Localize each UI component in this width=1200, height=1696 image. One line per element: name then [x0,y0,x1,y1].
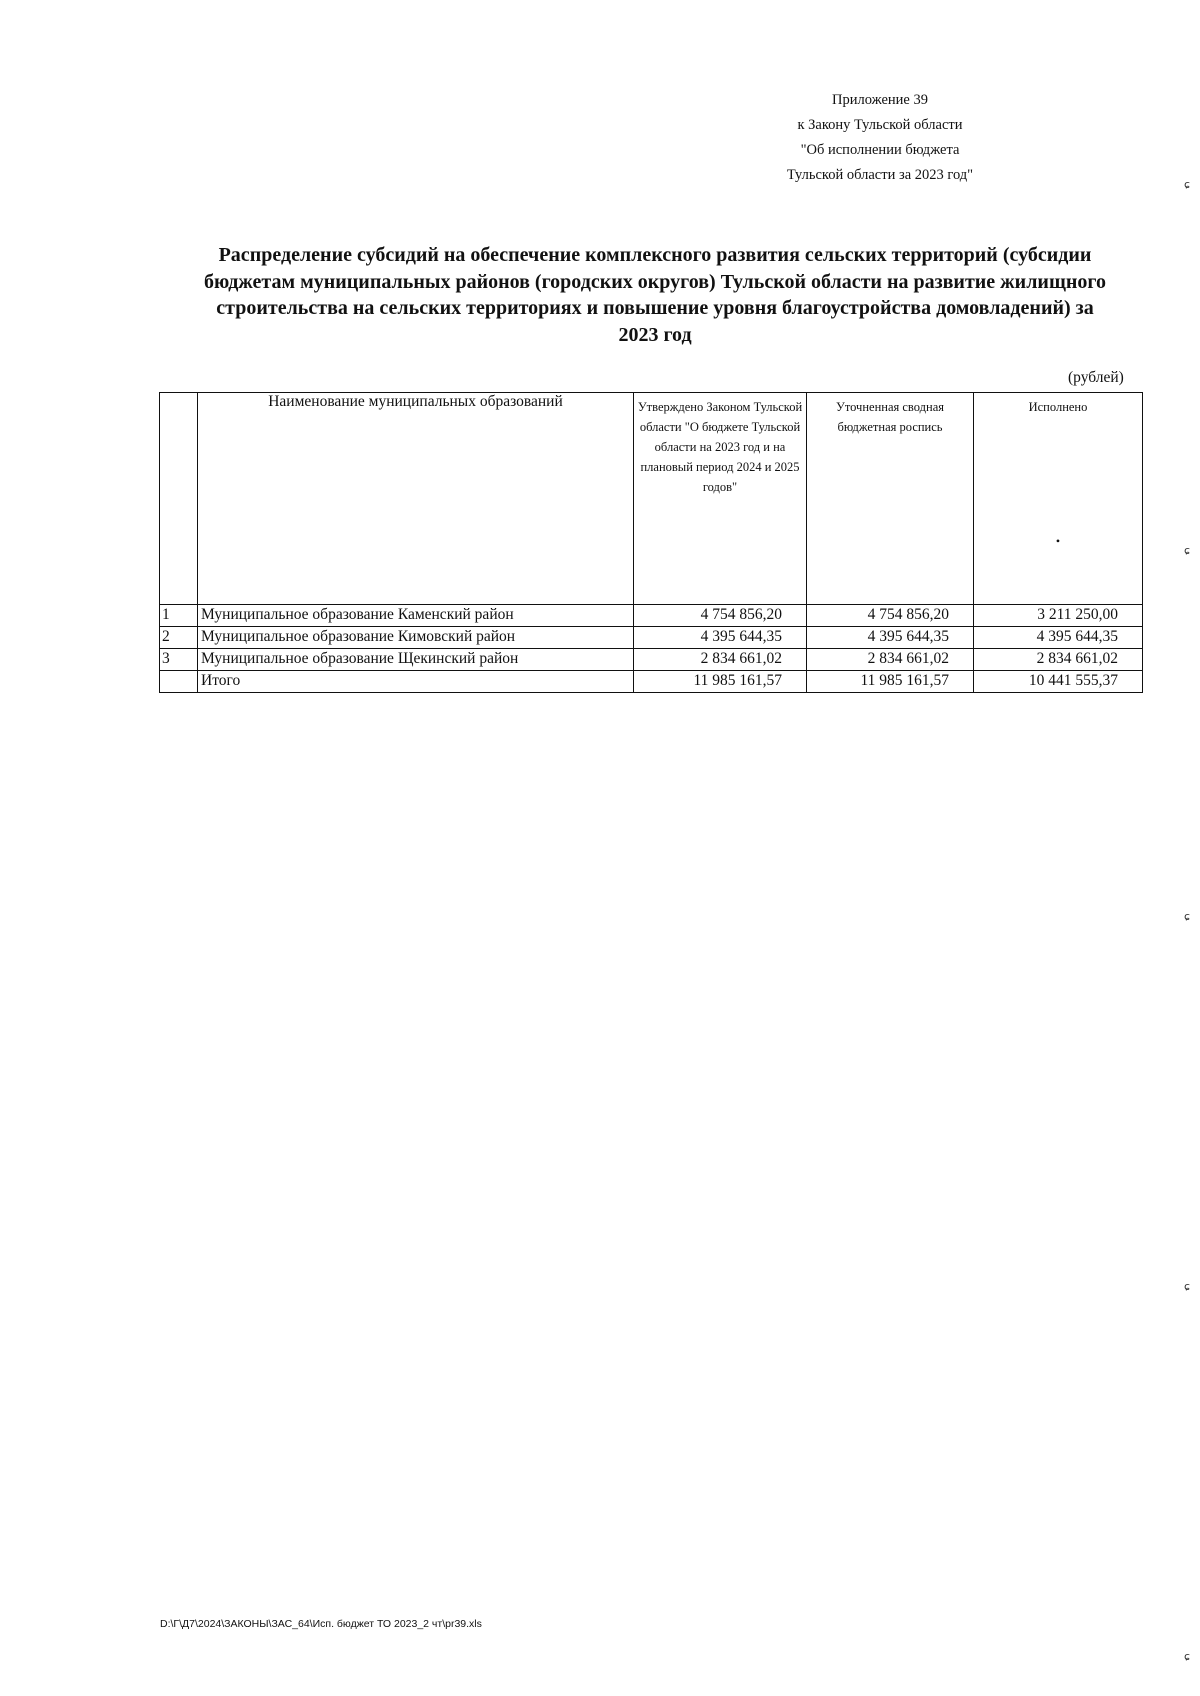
row-name: Муниципальное образование Щекинский район [198,649,634,671]
row-index: 1 [160,605,198,627]
title-line: Распределение субсидий на обеспечение комплексного развития сельских территорий (субсидии [218,244,1092,266]
appendix-line: "Об исполнении бюджета [800,142,960,158]
scan-edge-mark: ɕ [1183,1650,1190,1663]
row-approved: 4 395 644,35 [634,627,807,649]
total-refined: 11 985 161,57 [807,671,974,693]
appendix-line: к Закону Тульской области [797,117,963,133]
appendix-line: Приложение 39 [832,92,928,108]
appendix-header [760,88,1000,188]
subsidy-table [159,392,1143,693]
header-approved: Утверждено Законом Тульской области "О бюджете Тульской области на 2023 год и на плановый период 2024 и 2025 годов" [634,393,807,605]
total-label: Итого [198,671,634,693]
header-executed [974,393,1143,605]
scan-edge-mark: ɕ [1183,544,1190,557]
total-row [160,671,1143,693]
scan-edge-mark: ɕ [1183,910,1190,923]
scan-edge-mark: ɕ [1183,1280,1190,1293]
header-name: Наименование муниципальных образований [198,393,634,605]
document-title [150,242,1160,348]
header-refined: Уточненная сводная бюджетная роспись [807,393,974,605]
total-approved: 11 985 161,57 [634,671,807,693]
header-executed-label: Исполнено [1028,400,1088,414]
appendix-line: Тульской области за 2023 год" [786,167,974,183]
row-refined: 2 834 661,02 [807,649,974,671]
row-approved: 4 754 856,20 [634,605,807,627]
row-index: 3 [160,649,198,671]
table-row [160,627,1143,649]
scan-dot: • [1055,534,1061,548]
row-name: Муниципальное образование Каменский район [198,605,634,627]
row-executed: 2 834 661,02 [974,649,1143,671]
row-name: Муниципальное образование Кимовский район [198,627,634,649]
total-executed: 10 441 555,37 [974,671,1143,693]
row-refined: 4 395 644,35 [807,627,974,649]
total-index [160,671,198,693]
units-label: (рублей) [1068,369,1124,386]
table-row [160,605,1143,627]
row-executed: 4 395 644,35 [974,627,1143,649]
row-index: 2 [160,627,198,649]
title-line: строительства на сельских территориях и повышение уровня благоустройства домовладений) за [216,297,1094,319]
table-row [160,649,1143,671]
title-line: 2023 год [618,323,692,346]
header-index [160,393,198,605]
row-approved: 2 834 661,02 [634,649,807,671]
file-path-footer: D:\Г\Д7\2024\ЗАКОНЫ\ЗАС_64\Исп. бюджет ТО 2023_2 чт\pr39.xls [160,1618,482,1630]
title-line: бюджетам муниципальных районов (городских округов) Тульской области на развитие жилищного [204,270,1106,293]
scan-edge-mark: ɕ [1183,178,1190,191]
table-header-row [160,393,1143,605]
row-refined: 4 754 856,20 [807,605,974,627]
row-executed: 3 211 250,00 [974,605,1143,627]
